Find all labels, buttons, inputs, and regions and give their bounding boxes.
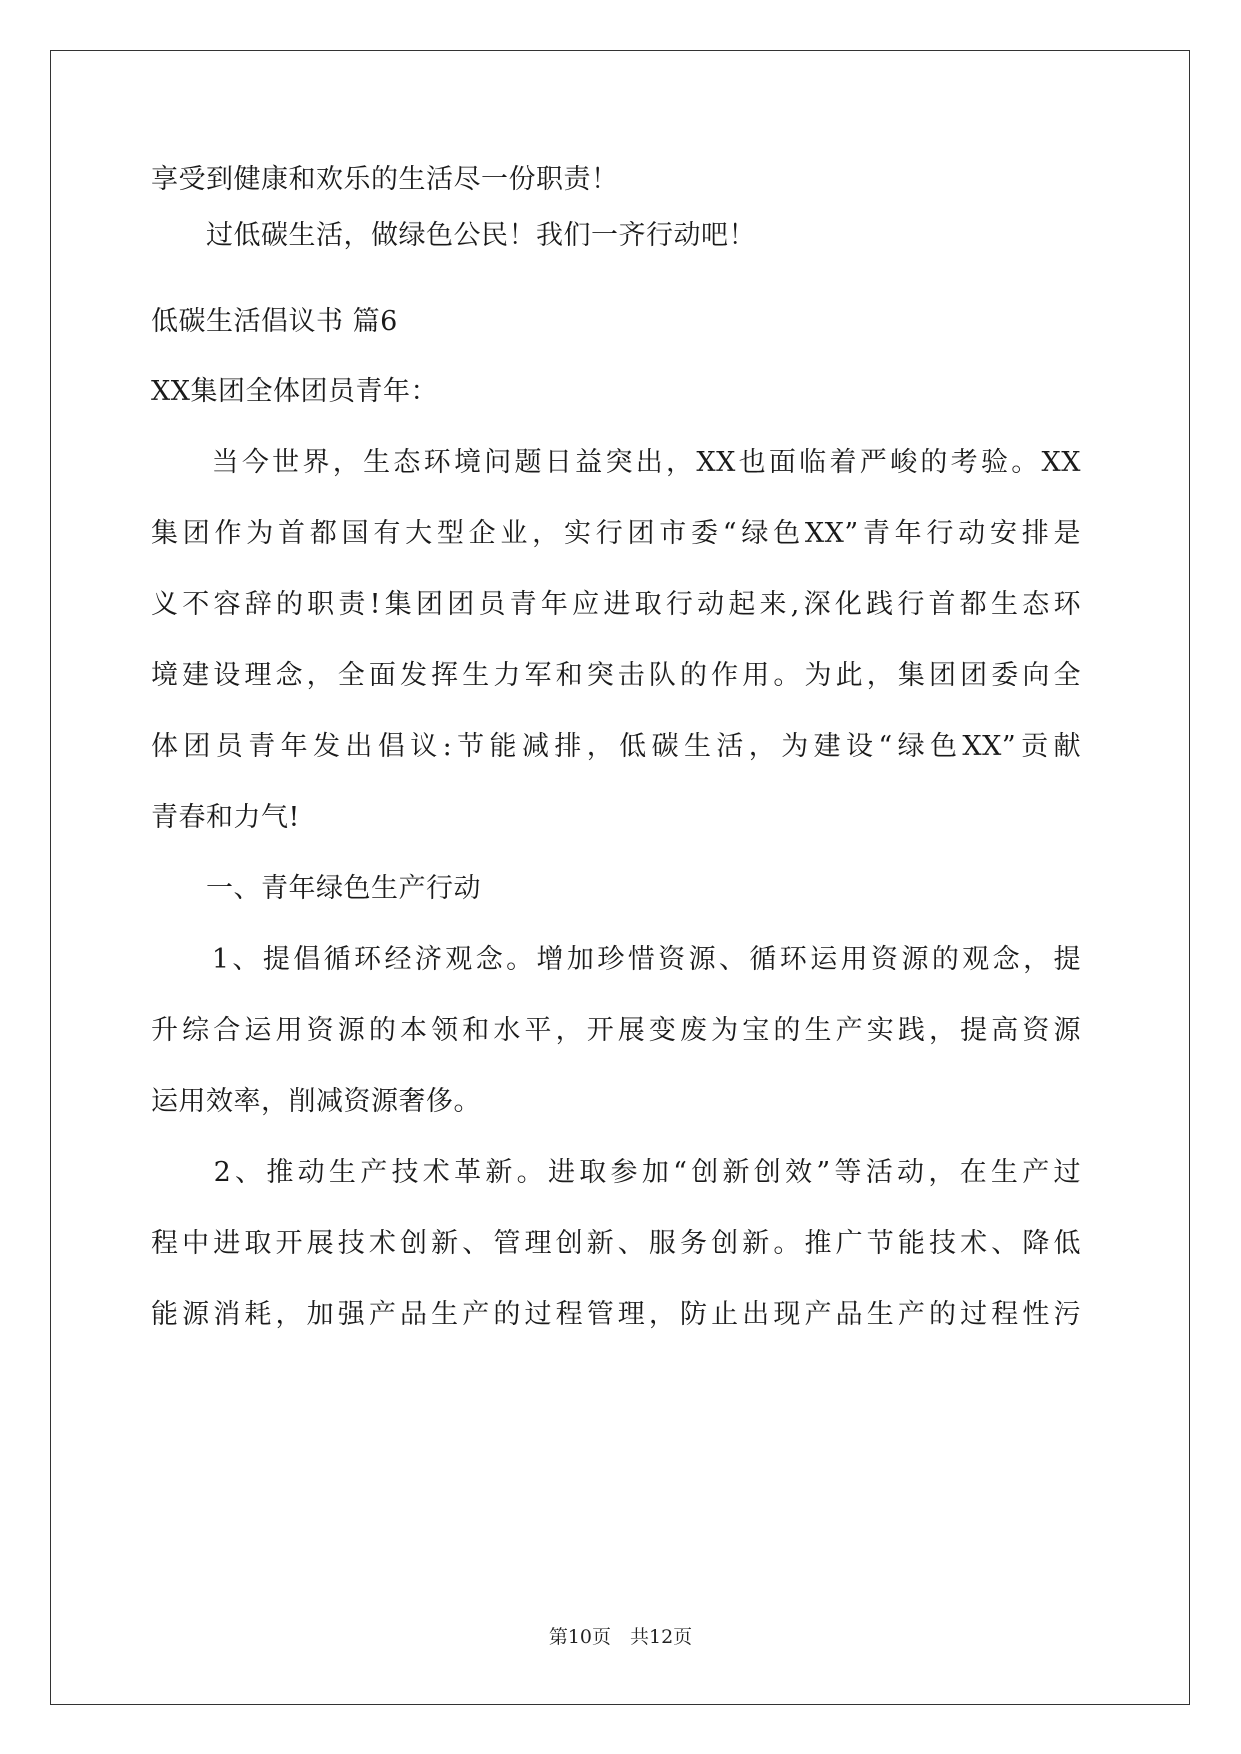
text-line: 运用效率，削减资源奢侈。: [151, 1086, 481, 1117]
text-line: 青春和力气!: [151, 802, 300, 833]
text-line: 体团员青年发出倡议:节能减排，低碳生活，为建设“绿色XX”贡献: [151, 731, 1081, 762]
text-line: 集团作为首都国有大型企业，实行团市委“绿色XX”青年行动安排是: [151, 518, 1081, 549]
subheading: 一、青年绿色生产行动: [151, 873, 481, 904]
text-line: 2、推动生产技术革新。进取参加“创新创效”等活动，在生产过: [151, 1157, 1081, 1188]
text-line: 当今世界，生态环境问题日益突出，XX也面临着严峻的考验。XX: [151, 447, 1081, 478]
text-line: 程中进取开展技术创新、管理创新、服务创新。推广节能技术、降低: [151, 1228, 1081, 1259]
page-number: 第10页 共12页: [548, 1626, 693, 1648]
text-line: 升综合运用资源的本领和水平，开展变废为宝的生产实践，提高资源: [151, 1015, 1081, 1046]
text-line: 境建设理念，全面发挥生力军和突击队的作用。为此，集团团委向全: [151, 660, 1081, 691]
section-heading: 低碳生活倡议书 篇6: [151, 306, 398, 337]
text-line: 义不容辞的职责!集团团员青年应进取行动起来,深化践行首都生态环: [151, 589, 1081, 620]
text-line: 1、提倡循环经济观念。增加珍惜资源、循环运用资源的观念，提: [151, 944, 1081, 975]
text-line: 享受到健康和欢乐的生活尽一份职责！: [151, 164, 619, 195]
salutation: XX集团全体团员青年：: [151, 376, 438, 407]
text-line: 能源消耗，加强产品生产的过程管理，防止出现产品生产的过程性污: [151, 1299, 1081, 1330]
text-line: 过低碳生活，做绿色公民！我们一齐行动吧！: [151, 220, 756, 251]
